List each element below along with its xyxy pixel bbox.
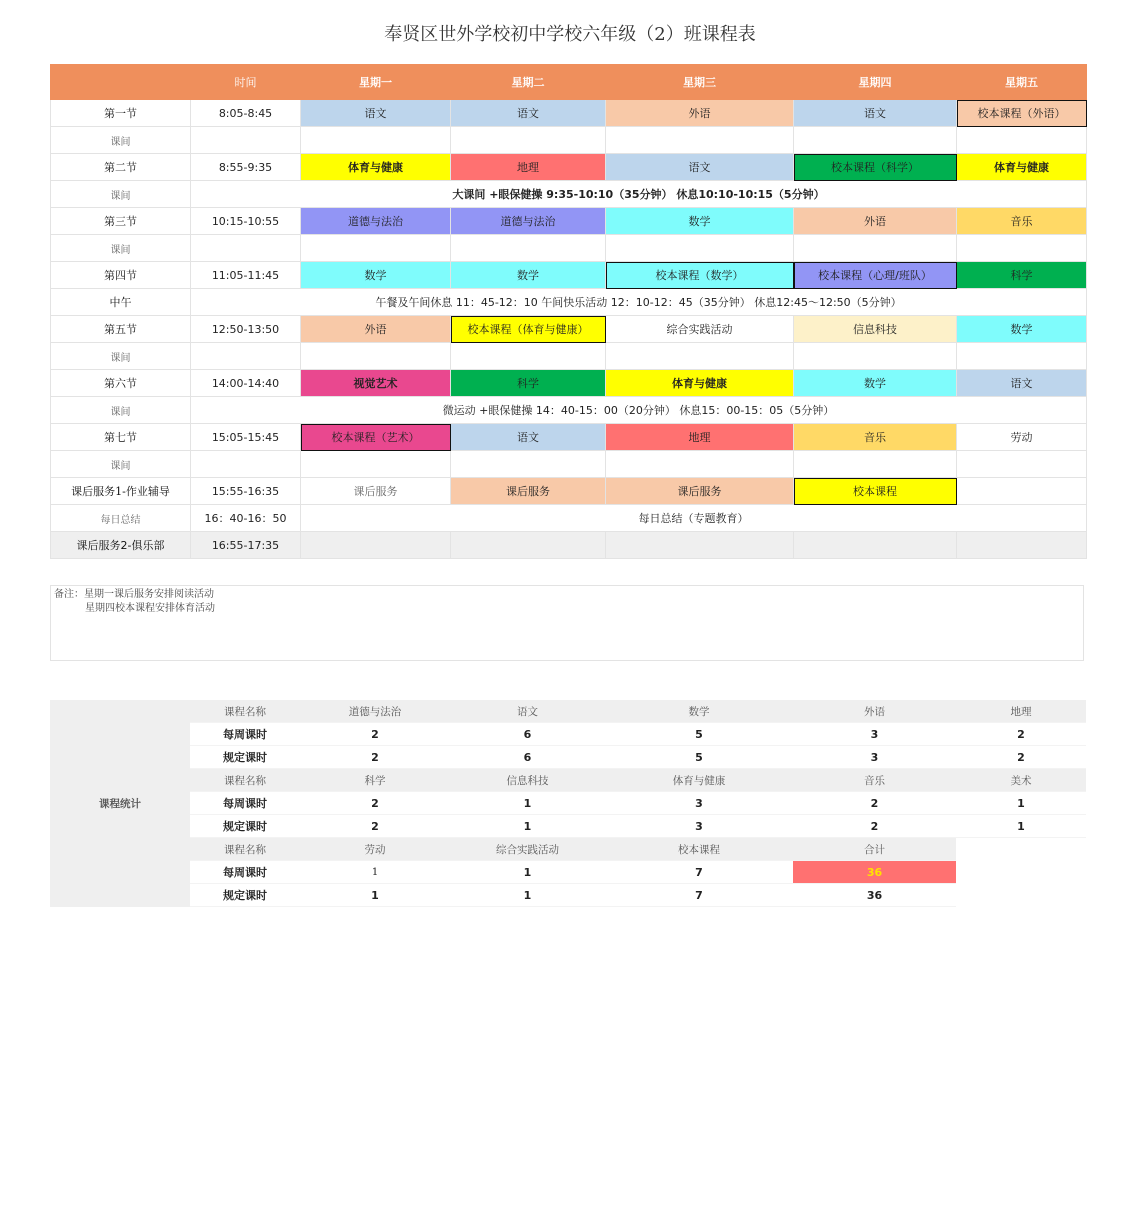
class-cell: 数学	[794, 370, 957, 397]
class-cell	[606, 235, 794, 262]
class-cell: 校本课程（艺术）	[301, 424, 451, 451]
stats-value: 1	[956, 792, 1086, 815]
class-cell	[451, 127, 606, 154]
period-label: 课间	[51, 181, 191, 208]
class-cell: 语文	[451, 100, 606, 127]
stats-value: 外语	[793, 700, 956, 723]
break-note: 大课间 +眼保健操 9:35-10:10（35分钟） 休息10:10-10:15（5分钟）	[191, 181, 1087, 208]
class-cell: 语文	[794, 100, 957, 127]
stats-value: 3	[605, 815, 793, 838]
schedule-row	[51, 532, 1087, 559]
stats-names-row	[50, 838, 1086, 861]
class-cell	[451, 343, 606, 370]
period-time	[191, 127, 301, 154]
period-time: 12:50-13:50	[191, 316, 301, 343]
stats-weekly-row	[50, 723, 1086, 746]
class-cell	[794, 127, 957, 154]
period-label: 中午	[51, 289, 191, 316]
class-cell: 课后服务	[606, 478, 794, 505]
stats-value: 体育与健康	[605, 769, 793, 792]
class-cell	[606, 451, 794, 478]
period-label: 每日总结	[51, 505, 191, 532]
stats-value: 美术	[956, 769, 1086, 792]
class-cell	[794, 532, 957, 559]
stats-value: 地理	[956, 700, 1086, 723]
period-label: 课间	[51, 397, 191, 424]
stats-value: 3	[605, 792, 793, 815]
note-line: 星期四校本课程安排体育活动	[85, 603, 215, 614]
schedule-table	[50, 64, 1087, 559]
class-cell: 道德与法治	[301, 208, 451, 235]
stats-names-row	[50, 769, 1086, 792]
header-day: 星期三	[606, 65, 794, 100]
schedule-row	[51, 235, 1087, 262]
stats-value: 3	[793, 746, 956, 769]
stats-value: 5	[605, 746, 793, 769]
class-cell: 语文	[451, 424, 606, 451]
schedule-row	[51, 370, 1087, 397]
period-time	[191, 235, 301, 262]
class-cell	[957, 235, 1087, 262]
schedule-row	[51, 451, 1087, 478]
stats-row-label: 每周课时	[190, 792, 300, 815]
class-cell	[606, 343, 794, 370]
stats-value	[956, 838, 1086, 861]
stats-value: 3	[793, 723, 956, 746]
class-cell: 课后服务	[301, 478, 451, 505]
class-cell	[301, 343, 451, 370]
class-cell: 校本课程	[794, 478, 957, 505]
period-time	[191, 451, 301, 478]
class-cell: 体育与健康	[957, 154, 1087, 181]
class-cell: 外语	[301, 316, 451, 343]
period-label: 课后服务1-作业辅导	[51, 478, 191, 505]
header-blank	[51, 65, 191, 100]
period-label: 课间	[51, 127, 191, 154]
stats-value: 音乐	[793, 769, 956, 792]
stats-value: 合计	[793, 838, 956, 861]
class-cell: 校本课程（体育与健康）	[451, 316, 606, 343]
stats-value: 道德与法治	[300, 700, 450, 723]
period-label: 第五节	[51, 316, 191, 343]
class-cell	[957, 343, 1087, 370]
class-cell	[301, 235, 451, 262]
schedule-row	[51, 262, 1087, 289]
schedule-row	[51, 397, 1087, 424]
stats-value: 信息科技	[450, 769, 605, 792]
class-cell: 体育与健康	[606, 370, 794, 397]
period-time: 16:55-17:35	[191, 532, 301, 559]
period-label: 课间	[51, 235, 191, 262]
class-cell	[957, 478, 1087, 505]
header-time: 时间	[191, 65, 301, 100]
schedule-row	[51, 289, 1087, 316]
notes-box	[50, 585, 1084, 661]
schedule-row	[51, 208, 1087, 235]
class-cell: 地理	[451, 154, 606, 181]
class-cell: 语文	[606, 154, 794, 181]
class-cell	[451, 235, 606, 262]
stats-required-row	[50, 884, 1086, 907]
stats-value: 1	[300, 884, 450, 907]
stats-value: 1	[956, 815, 1086, 838]
class-cell: 数学	[451, 262, 606, 289]
stats-required-row	[50, 815, 1086, 838]
stats-value: 7	[605, 861, 793, 884]
stats-row-label: 课程名称	[190, 769, 300, 792]
stats-row-label: 每周课时	[190, 861, 300, 884]
stats-value	[956, 884, 1086, 907]
schedule-row	[51, 478, 1087, 505]
period-label: 课间	[51, 343, 191, 370]
stats-value: 综合实践活动	[450, 838, 605, 861]
class-cell: 体育与健康	[301, 154, 451, 181]
class-cell	[606, 532, 794, 559]
class-cell: 信息科技	[794, 316, 957, 343]
stats-value: 1	[450, 792, 605, 815]
stats-value	[956, 861, 1086, 884]
stats-weekly-row	[50, 792, 1086, 815]
stats-value: 1	[300, 861, 450, 884]
stats-value: 2	[300, 723, 450, 746]
period-label: 课后服务2-俱乐部	[51, 532, 191, 559]
class-cell: 地理	[606, 424, 794, 451]
course-stats-table	[50, 700, 1086, 907]
period-label: 课间	[51, 451, 191, 478]
stats-value: 1	[450, 861, 605, 884]
stats-value: 5	[605, 723, 793, 746]
schedule-row	[51, 424, 1087, 451]
class-cell: 音乐	[957, 208, 1087, 235]
class-cell: 数学	[957, 316, 1087, 343]
class-cell: 综合实践活动	[606, 316, 794, 343]
period-label: 第二节	[51, 154, 191, 181]
period-label: 第一节	[51, 100, 191, 127]
period-time: 10:15-10:55	[191, 208, 301, 235]
stats-value: 数学	[605, 700, 793, 723]
stats-row-label: 规定课时	[190, 815, 300, 838]
class-cell	[794, 235, 957, 262]
stats-required-row	[50, 746, 1086, 769]
period-time: 8:05-8:45	[191, 100, 301, 127]
stats-value: 1	[450, 815, 605, 838]
class-cell: 音乐	[794, 424, 957, 451]
schedule-row	[51, 316, 1087, 343]
stats-value: 2	[956, 746, 1086, 769]
class-cell: 科学	[957, 262, 1087, 289]
stats-row-label: 规定课时	[190, 746, 300, 769]
stats-value: 36	[793, 884, 956, 907]
class-cell: 科学	[451, 370, 606, 397]
class-cell: 课后服务	[451, 478, 606, 505]
class-cell: 校本课程（心理/班队）	[794, 262, 957, 289]
class-cell: 外语	[794, 208, 957, 235]
class-cell	[794, 343, 957, 370]
stats-row-label: 课程名称	[190, 838, 300, 861]
header-day: 星期二	[451, 65, 606, 100]
class-cell	[957, 127, 1087, 154]
class-cell	[794, 451, 957, 478]
note-line: 备注：星期一课后服务安排阅读活动	[54, 589, 214, 600]
class-cell: 视觉艺术	[301, 370, 451, 397]
class-cell	[301, 127, 451, 154]
schedule-row	[51, 505, 1087, 532]
period-time: 8:55-9:35	[191, 154, 301, 181]
schedule-row	[51, 181, 1087, 208]
class-cell	[301, 532, 451, 559]
stats-names-row	[50, 700, 1086, 723]
stats-value: 2	[300, 815, 450, 838]
daily-summary: 每日总结（专题教育）	[301, 505, 1087, 532]
schedule-row	[51, 343, 1087, 370]
class-cell: 道德与法治	[451, 208, 606, 235]
schedule-header-row	[51, 65, 1087, 100]
class-cell: 校本课程（科学）	[794, 154, 957, 181]
stats-value: 校本课程	[605, 838, 793, 861]
period-time: 16：40-16：50	[191, 505, 301, 532]
stats-value: 劳动	[300, 838, 450, 861]
class-cell	[451, 451, 606, 478]
stats-value: 语文	[450, 700, 605, 723]
stats-weekly-row	[50, 861, 1086, 884]
break-note: 微运动 +眼保健操 14：40-15：00（20分钟） 休息15：00-15：05（5分钟）	[191, 397, 1087, 424]
class-cell: 数学	[606, 208, 794, 235]
period-time: 15:05-15:45	[191, 424, 301, 451]
stats-value: 7	[605, 884, 793, 907]
stats-value: 36	[793, 861, 956, 884]
period-label: 第三节	[51, 208, 191, 235]
stats-value: 2	[300, 746, 450, 769]
period-label: 第六节	[51, 370, 191, 397]
stats-value: 科学	[300, 769, 450, 792]
period-label: 第七节	[51, 424, 191, 451]
stats-value: 2	[956, 723, 1086, 746]
period-time: 11:05-11:45	[191, 262, 301, 289]
stats-row-label: 规定课时	[190, 884, 300, 907]
period-label: 第四节	[51, 262, 191, 289]
stats-value: 2	[300, 792, 450, 815]
class-cell: 外语	[606, 100, 794, 127]
class-cell	[451, 532, 606, 559]
class-cell	[957, 451, 1087, 478]
class-cell: 劳动	[957, 424, 1087, 451]
class-cell: 语文	[957, 370, 1087, 397]
stats-row-label: 每周课时	[190, 723, 300, 746]
stats-value: 6	[450, 723, 605, 746]
stats-value: 2	[793, 792, 956, 815]
class-cell: 校本课程（外语）	[957, 100, 1087, 127]
page-title: 奉贤区世外学校初中学校六年级（2）班课程表	[384, 24, 756, 45]
class-cell	[606, 127, 794, 154]
class-cell: 校本课程（数学）	[606, 262, 794, 289]
stats-row-label: 课程名称	[190, 700, 300, 723]
period-time	[191, 343, 301, 370]
period-time: 15:55-16:35	[191, 478, 301, 505]
class-cell: 语文	[301, 100, 451, 127]
stats-title: 课程统计	[50, 700, 190, 907]
header-day: 星期四	[794, 65, 957, 100]
stats-value: 6	[450, 746, 605, 769]
schedule-row	[51, 154, 1087, 181]
class-cell	[957, 532, 1087, 559]
class-cell: 数学	[301, 262, 451, 289]
stats-value: 1	[450, 884, 605, 907]
stats-value: 2	[793, 815, 956, 838]
schedule-row	[51, 100, 1087, 127]
class-cell	[301, 451, 451, 478]
header-day: 星期五	[957, 65, 1087, 100]
header-day: 星期一	[301, 65, 451, 100]
period-time: 14:00-14:40	[191, 370, 301, 397]
schedule-row	[51, 127, 1087, 154]
break-note: 午餐及午间休息 11：45-12：10 午间快乐活动 12：10-12：45（35分钟） 休息12:45～12:50（5分钟）	[191, 289, 1087, 316]
